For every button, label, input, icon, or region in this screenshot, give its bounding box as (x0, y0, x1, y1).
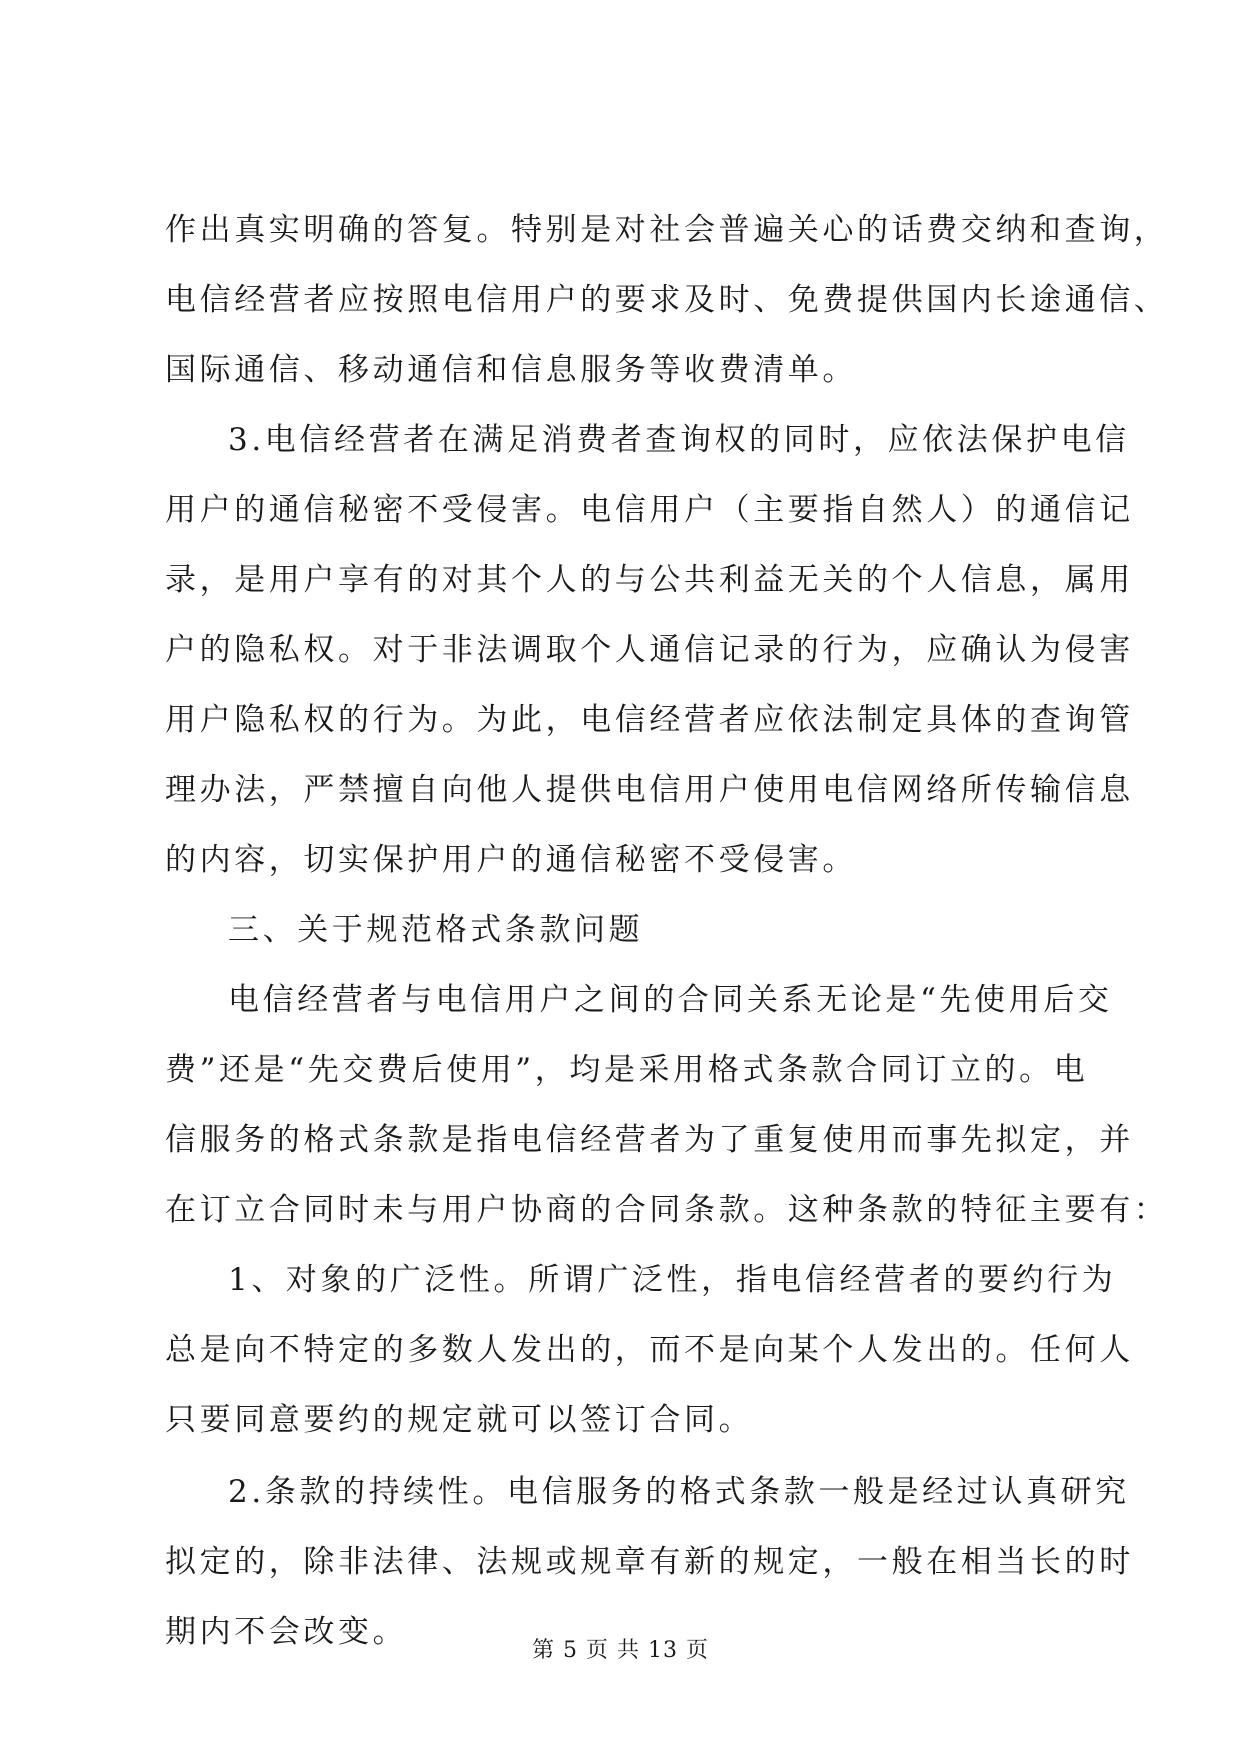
paragraph-line: 信服务的格式条款是指电信经营者为了重复使用而事先拟定，并 (165, 1122, 1134, 1158)
paragraph-line: 电信经营者应按照电信用户的要求及时、免费提供国内长途通信、 (165, 282, 1169, 318)
paragraph-line: 1、对象的广泛性。所谓广泛性，指电信经营者的要约行为 (228, 1262, 1117, 1298)
paragraph-line: 用户的通信秘密不受侵害。电信用户（主要指自然人）的通信记 (165, 492, 1134, 528)
paragraph-line: 电信经营者与电信用户之间的合同关系无论是“先使用后交 (228, 982, 1113, 1018)
paragraph-line: 用户隐私权的行为。为此，电信经营者应依法制定具体的查询管 (165, 702, 1134, 738)
paragraph-line: 3.电信经营者在满足消费者查询权的同时，应依法保护电信 (228, 422, 1130, 458)
paragraph-line: 期内不会改变。 (165, 1614, 408, 1650)
paragraph-line: 费”还是“先交费后使用”，均是采用格式条款合同订立的。电 (165, 1052, 1089, 1088)
page-number-footer: 第 5 页 共 13 页 (532, 1638, 709, 1663)
paragraph-line: 只要同意要约的规定就可以签订合同。 (165, 1402, 754, 1438)
paragraph-line: 拟定的，除非法律、法规或规章有新的规定，一般在相当长的时 (165, 1544, 1134, 1580)
paragraph-line: 户的隐私权。对于非法调取个人通信记录的行为，应确认为侵害 (165, 632, 1134, 668)
paragraph-line: 录，是用户享有的对其个人的与公共利益无关的个人信息，属用 (165, 562, 1134, 598)
paragraph-line: 作出真实明确的答复。特别是对社会普遍关心的话费交纳和查询， (165, 212, 1169, 248)
paragraph-line: 的内容，切实保护用户的通信秘密不受侵害。 (165, 842, 857, 878)
paragraph-line: 2.条款的持续性。电信服务的格式条款一般是经过认真研究 (228, 1474, 1130, 1510)
paragraph-line: 理办法，严禁擅自向他人提供电信用户使用电信网络所传输信息 (165, 772, 1134, 808)
paragraph-line: 总是向不特定的多数人发出的，而不是向某个人发出的。任何人 (165, 1332, 1134, 1368)
paragraph-line: 国际通信、移动通信和信息服务等收费清单。 (165, 352, 857, 388)
paragraph-line: 在订立合同时未与用户协商的合同条款。这种条款的特征主要有： (165, 1192, 1169, 1228)
section-heading: 三、关于规范格式条款问题 (228, 912, 644, 948)
